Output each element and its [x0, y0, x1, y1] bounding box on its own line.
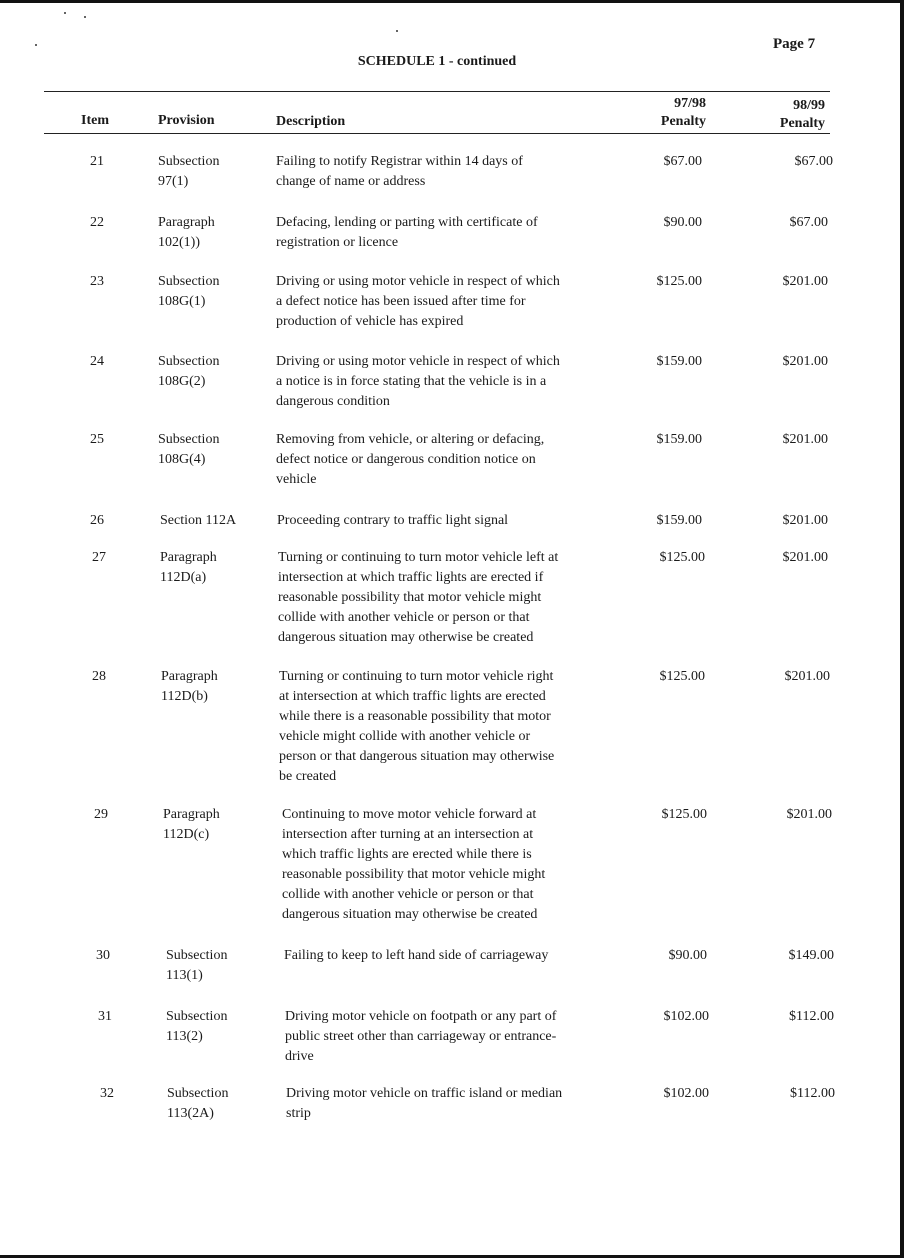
header-description: Description: [276, 114, 346, 129]
row-provision-line: 108G(1): [158, 294, 206, 309]
row-description-line: Proceeding contrary to traffic light signal: [277, 513, 509, 528]
row-penalty-9899: $112.00: [790, 1086, 835, 1101]
row-penalty-9798: $102.00: [663, 1009, 709, 1024]
row-description: [279, 667, 614, 787]
header-penalty-9899-year: 98/99: [793, 98, 825, 113]
row-penalty-9798: $125.00: [661, 807, 707, 822]
row-provision-line: 113(1): [166, 968, 203, 983]
header-penalty-9899: [735, 97, 825, 133]
table-header-rule: [44, 133, 830, 134]
row-item-number: 32: [100, 1086, 114, 1101]
row-penalty-9798: $125.00: [659, 669, 705, 684]
row-item-number: 23: [90, 274, 104, 289]
row-description: [276, 213, 611, 253]
row-description: [276, 430, 611, 490]
row-description-line: intersection at which traffic lights are erected if: [278, 570, 544, 585]
row-provision-line: 97(1): [158, 174, 189, 189]
row-description-line: Turning or continuing to turn motor vehicle right: [279, 669, 554, 684]
row-provision: [158, 352, 268, 392]
row-description-line: Driving motor vehicle on traffic island or median: [286, 1086, 563, 1101]
row-description-line: dangerous situation may otherwise be created: [282, 907, 538, 922]
row-penalty-9899: $149.00: [788, 948, 834, 963]
row-provision-line: Subsection: [167, 1086, 229, 1101]
row-description-line: Failing to keep to left hand side of carriageway: [284, 948, 549, 963]
row-description-line: Continuing to move motor vehicle forward at: [282, 807, 537, 822]
scan-edge-top: [0, 0, 904, 3]
row-penalty-9899: $201.00: [782, 274, 828, 289]
row-item-number: 31: [98, 1009, 112, 1024]
scan-edge-right: [900, 0, 904, 1258]
schedule-title: SCHEDULE 1 - continued: [357, 54, 517, 69]
row-provision: [163, 805, 273, 845]
row-penalty-9899: $201.00: [782, 432, 828, 447]
header-item: Item: [81, 113, 109, 128]
row-penalty-9899: $201.00: [782, 550, 828, 565]
row-penalty-9798: $90.00: [663, 215, 702, 230]
row-description: [277, 511, 612, 531]
row-description: [276, 152, 611, 192]
row-description: [285, 1007, 620, 1067]
row-provision-line: Subsection: [158, 274, 220, 289]
table-top-rule: [44, 91, 830, 92]
row-provision: [166, 946, 276, 986]
row-provision-line: Subsection: [166, 948, 228, 963]
row-provision-line: Paragraph: [161, 669, 218, 684]
row-provision: [167, 1084, 277, 1124]
row-description-line: Turning or continuing to turn motor vehicle left at: [278, 550, 559, 565]
row-description-line: person or that dangerous situation may otherwise: [279, 749, 555, 764]
row-penalty-9798: $125.00: [656, 274, 702, 289]
row-description-line: dangerous situation may otherwise be created: [278, 630, 534, 645]
header-penalty-9899-label: Penalty: [779, 116, 825, 131]
row-description-line: production of vehicle has expired: [276, 314, 464, 329]
row-provision: [158, 430, 268, 470]
row-penalty-9798: $159.00: [656, 432, 702, 447]
row-description-line: Driving motor vehicle on footpath or any part of: [285, 1009, 557, 1024]
row-provision-line: 113(2): [166, 1029, 203, 1044]
row-provision: [161, 667, 271, 707]
row-description: [276, 352, 611, 412]
row-description-line: vehicle might collide with another vehicle or: [279, 729, 531, 744]
scan-speck: [84, 16, 86, 18]
row-provision-line: 108G(4): [158, 452, 206, 467]
row-penalty-9899: $201.00: [782, 513, 828, 528]
row-item-number: 25: [90, 432, 104, 447]
header-penalty-9798-label: Penalty: [660, 114, 706, 129]
row-description-line: Defacing, lending or parting with certificate of: [276, 215, 538, 230]
row-provision: [158, 272, 268, 312]
row-description-line: reasonable possibility that motor vehicle might: [282, 867, 546, 882]
row-description: [284, 946, 619, 966]
row-provision-line: 113(2A): [167, 1106, 214, 1121]
row-penalty-9798: $159.00: [656, 354, 702, 369]
row-description-line: change of name or address: [276, 174, 426, 189]
row-provision: [160, 548, 270, 588]
row-description-line: while there is a reasonable possibility that motor: [279, 709, 551, 724]
row-description: [276, 272, 611, 332]
row-penalty-9899: $201.00: [786, 807, 832, 822]
row-description-line: Driving or using motor vehicle in respect of which: [276, 274, 560, 289]
scan-speck: [396, 30, 398, 32]
row-description-line: at intersection at which traffic lights are erected: [279, 689, 546, 704]
row-description-line: collide with another vehicle or person or that: [282, 887, 534, 902]
row-description: [282, 805, 617, 925]
row-description-line: strip: [286, 1106, 311, 1121]
row-penalty-9899: $67.00: [789, 215, 828, 230]
row-provision: [160, 511, 270, 531]
row-penalty-9798: $125.00: [659, 550, 705, 565]
page-number: Page 7: [773, 36, 816, 52]
row-penalty-9899: $201.00: [784, 669, 830, 684]
row-provision-line: Subsection: [158, 154, 220, 169]
row-provision-line: 112D(b): [161, 689, 208, 704]
row-description-line: dangerous condition: [276, 394, 390, 409]
row-item-number: 27: [92, 550, 106, 565]
row-item-number: 21: [90, 154, 104, 169]
row-provision-line: Subsection: [166, 1009, 228, 1024]
row-description-line: Driving or using motor vehicle in respect of which: [276, 354, 560, 369]
row-description-line: defect notice or dangerous condition notice on: [276, 452, 536, 467]
row-provision-line: Paragraph: [158, 215, 215, 230]
row-penalty-9899: $112.00: [789, 1009, 834, 1024]
row-description-line: which traffic lights are erected while there is: [282, 847, 532, 862]
row-provision: [166, 1007, 276, 1047]
row-description-line: intersection after turning at an intersection at: [282, 827, 534, 842]
row-description-line: public street other than carriageway or entrance-: [285, 1029, 557, 1044]
row-provision-line: Section 112A: [160, 513, 237, 528]
header-provision: Provision: [158, 113, 215, 128]
row-item-number: 24: [90, 354, 104, 369]
row-description-line: Removing from vehicle, or altering or defacing,: [276, 432, 545, 447]
row-description-line: Failing to notify Registrar within 14 days of: [276, 154, 523, 169]
row-provision: [158, 213, 268, 253]
row-item-number: 29: [94, 807, 108, 822]
row-item-number: 30: [96, 948, 110, 963]
row-penalty-9798: $67.00: [663, 154, 702, 169]
header-penalty-9798: [616, 95, 706, 131]
row-provision-line: Subsection: [158, 432, 220, 447]
row-penalty-9899: $67.00: [794, 154, 833, 169]
row-provision-line: 108G(2): [158, 374, 206, 389]
row-penalty-9798: $159.00: [656, 513, 702, 528]
row-provision-line: Paragraph: [163, 807, 220, 822]
row-item-number: 26: [90, 513, 104, 528]
row-item-number: 22: [90, 215, 104, 230]
row-description-line: drive: [285, 1049, 314, 1064]
row-provision-line: 112D(c): [163, 827, 210, 842]
row-penalty-9798: $102.00: [663, 1086, 709, 1101]
row-provision-line: Paragraph: [160, 550, 217, 565]
scan-speck: [35, 44, 37, 46]
row-provision: [158, 152, 268, 192]
row-description-line: registration or licence: [276, 235, 399, 250]
row-description-line: collide with another vehicle or person or that: [278, 610, 530, 625]
row-provision-line: 102(1)): [158, 235, 200, 250]
row-description: [286, 1084, 621, 1124]
row-description: [278, 548, 613, 648]
row-description-line: a notice is in force stating that the vehicle is in a: [276, 374, 547, 389]
row-penalty-9798: $90.00: [668, 948, 707, 963]
header-penalty-9798-year: 97/98: [674, 96, 706, 111]
row-penalty-9899: $201.00: [782, 354, 828, 369]
scan-speck: [64, 12, 66, 14]
row-description-line: a defect notice has been issued after time for: [276, 294, 526, 309]
row-item-number: 28: [92, 669, 106, 684]
row-description-line: vehicle: [276, 472, 317, 487]
row-provision-line: Subsection: [158, 354, 220, 369]
row-description-line: reasonable possibility that motor vehicle might: [278, 590, 542, 605]
row-description-line: be created: [279, 769, 337, 784]
row-provision-line: 112D(a): [160, 570, 207, 585]
